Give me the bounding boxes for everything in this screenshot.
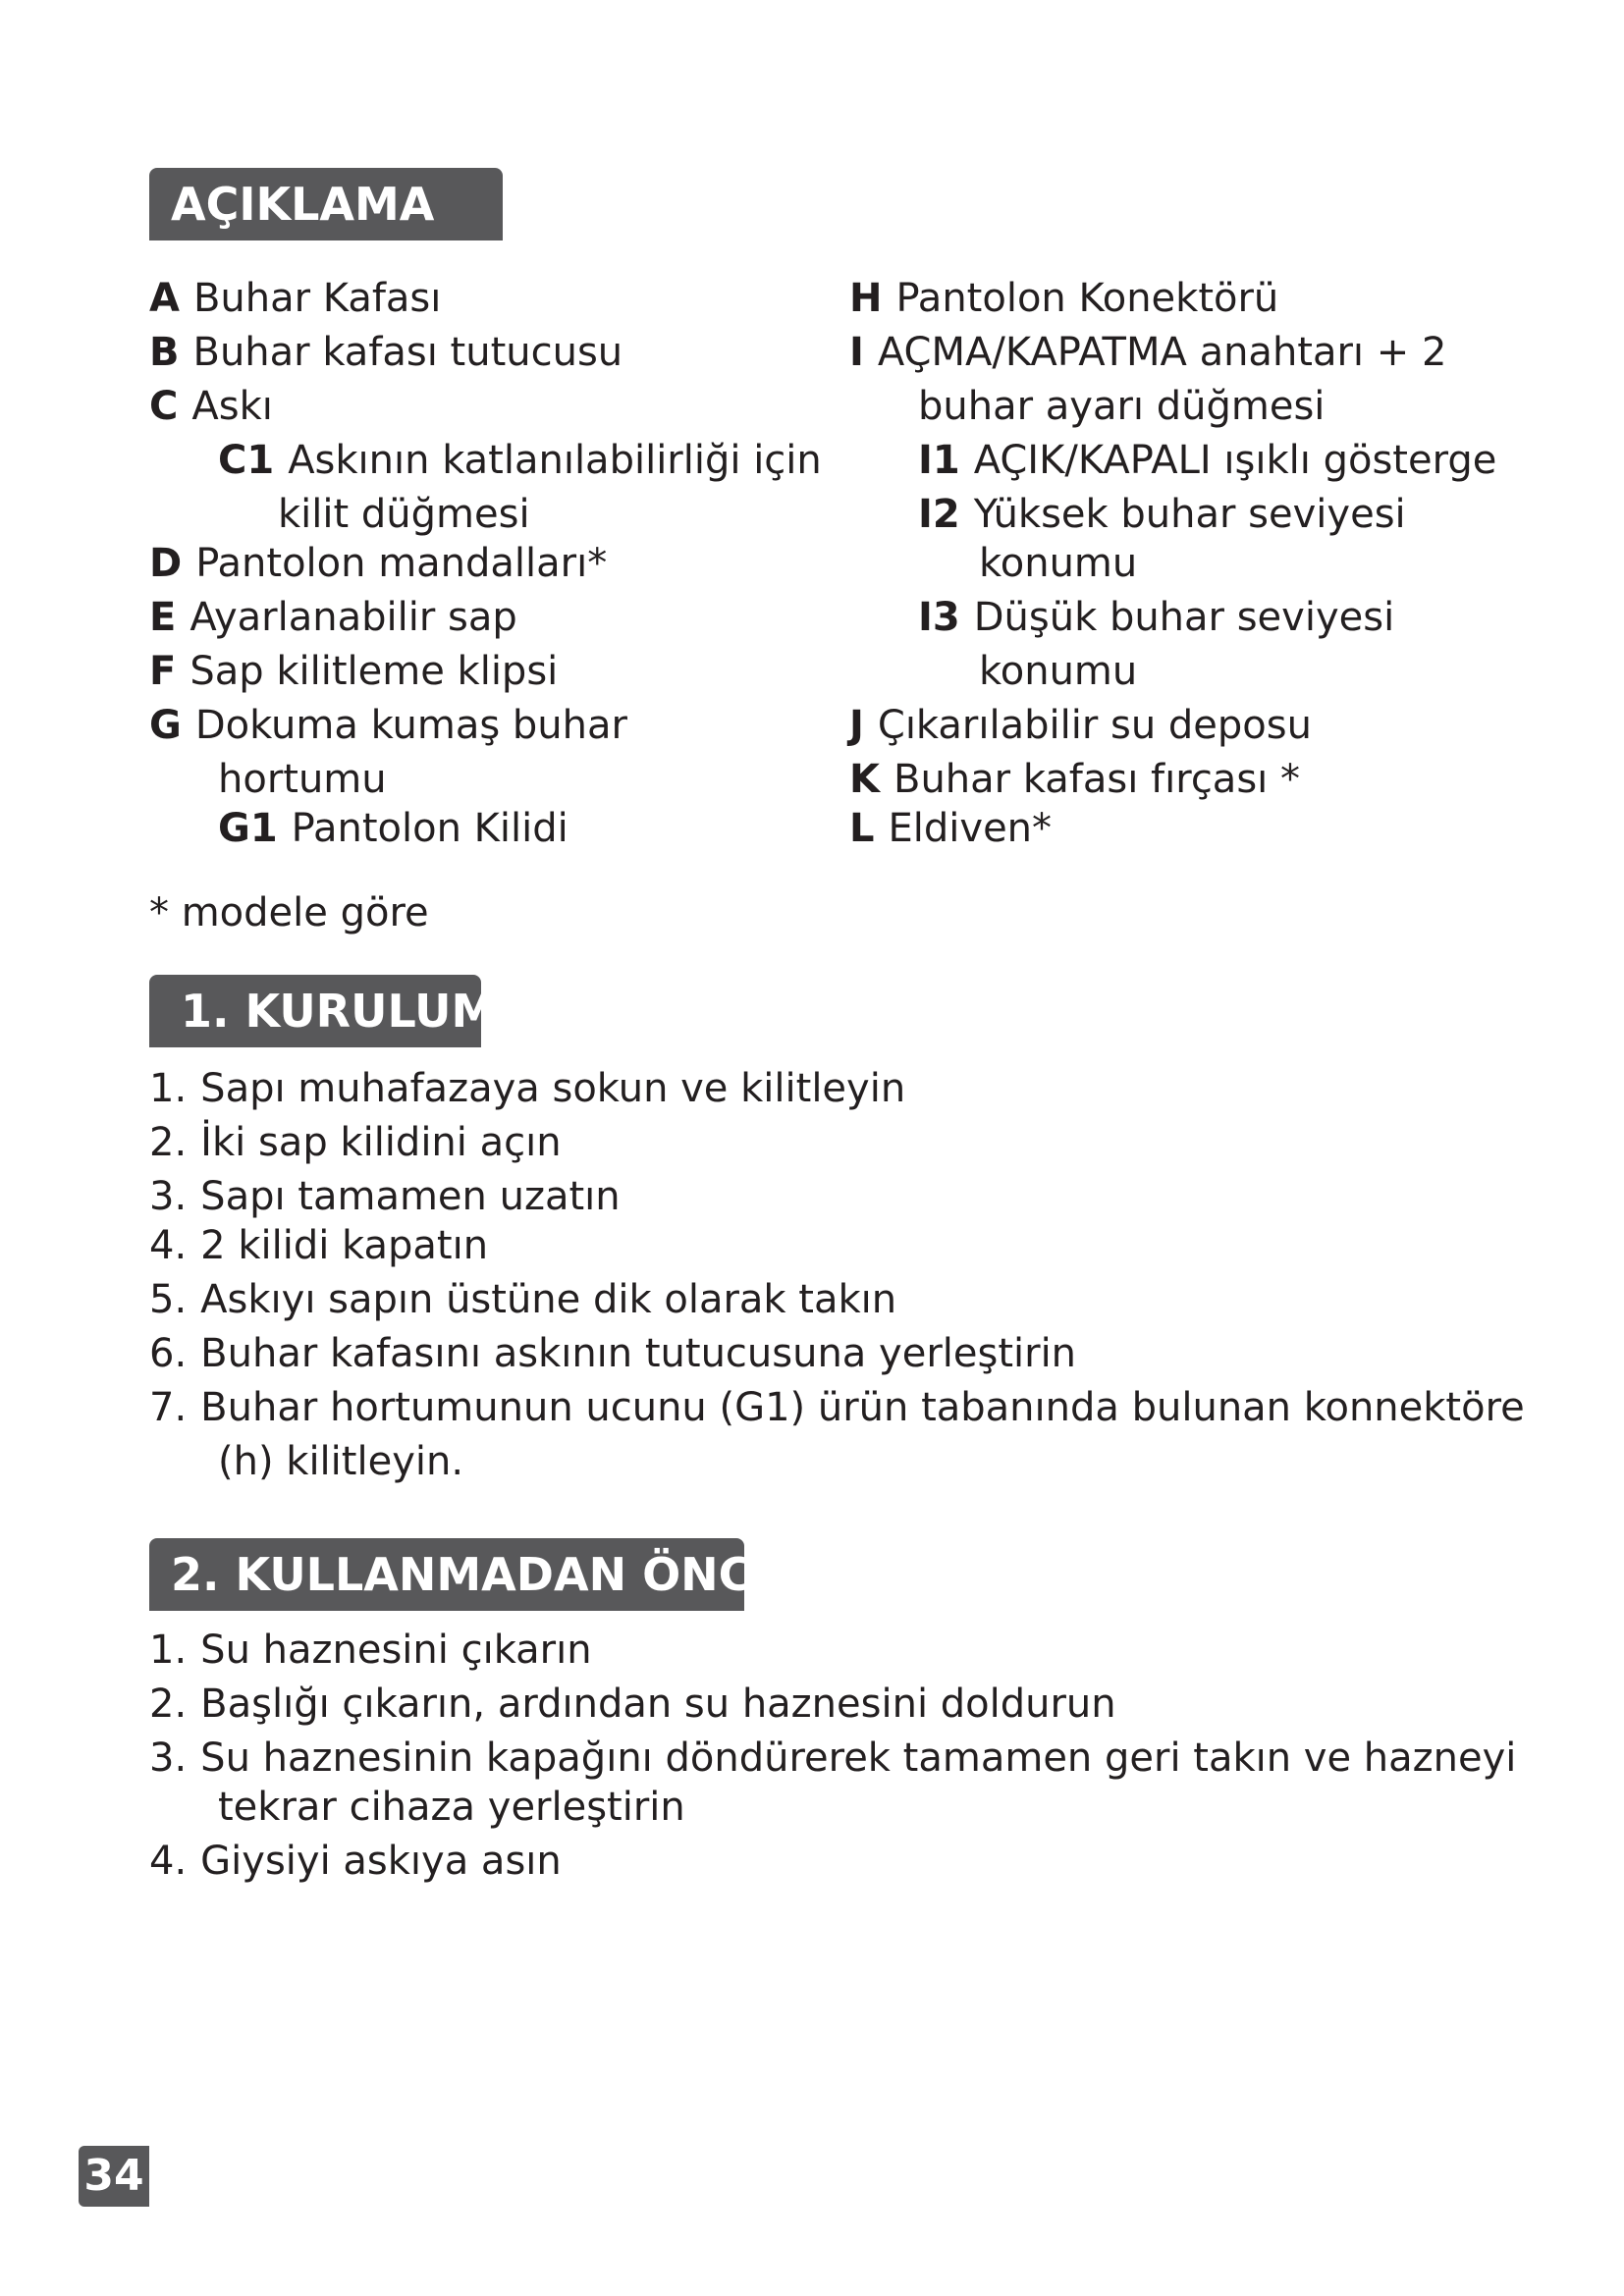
- item-label: J: [849, 703, 864, 748]
- item-continuation: buhar ayarı düğmesi: [918, 384, 1326, 429]
- item-label: H: [849, 276, 883, 321]
- item-label: L: [849, 806, 875, 851]
- item-label: C: [149, 384, 179, 429]
- step-number: 7.: [149, 1385, 188, 1430]
- step-text: Sapı tamamen uzatın: [200, 1174, 621, 1219]
- list-item: [849, 805, 1052, 852]
- item-text: Yüksek buhar seviyesi: [973, 492, 1406, 537]
- list-item: [918, 594, 1394, 641]
- step-text: İki sap kilidini açın: [200, 1120, 562, 1165]
- item-text: Askının katlanılabilirliği için: [288, 438, 822, 483]
- list-item: [218, 805, 568, 852]
- section-heading-setup: 1. KURULUM: [149, 975, 481, 1047]
- before-use-step: [149, 1681, 1116, 1728]
- item-text: Ayarlanabilir sap: [189, 595, 517, 640]
- page-number: 34: [79, 2146, 149, 2207]
- step-number: 2.: [149, 1120, 188, 1165]
- list-item: [149, 594, 517, 641]
- footnote: * modele göre: [149, 890, 429, 935]
- item-label: B: [149, 330, 180, 375]
- before-use-step: [149, 1735, 1516, 1782]
- item-text: Dokuma kumaş buhar: [194, 703, 627, 748]
- list-item: [849, 702, 1312, 749]
- item-label: I3: [918, 595, 960, 640]
- list-item: [218, 437, 822, 484]
- item-continuation: konumu: [979, 541, 1138, 586]
- item-label: I: [849, 330, 864, 375]
- list-item: [149, 648, 558, 695]
- before-use-step: [149, 1627, 592, 1674]
- item-label: G1: [218, 806, 278, 851]
- setup-step: [149, 1119, 562, 1166]
- step-number: 1.: [149, 1066, 188, 1111]
- list-item: [149, 702, 627, 749]
- setup-step: [149, 1065, 905, 1112]
- step-number: 1.: [149, 1628, 188, 1673]
- step-number: 4.: [149, 1223, 188, 1268]
- setup-step: [149, 1330, 1076, 1377]
- list-item: [149, 383, 273, 430]
- list-item: [149, 540, 607, 587]
- step-continuation: tekrar cihaza yerleştirin: [218, 1785, 685, 1830]
- setup-step: [149, 1173, 621, 1220]
- list-item: [849, 756, 1300, 803]
- item-text: Pantolon mandalları*: [195, 541, 608, 586]
- step-number: 2.: [149, 1682, 188, 1727]
- step-text: Askıyı sapın üstüne dik olarak takın: [200, 1277, 897, 1322]
- setup-step: [149, 1222, 488, 1269]
- item-continuation: hortumu: [218, 757, 387, 802]
- setup-step: [149, 1384, 1525, 1431]
- item-text: Sap kilitleme klipsi: [189, 649, 559, 694]
- step-text: Buhar hortumunun ucunu (G1) ürün tabanında bulunan konnektöre: [200, 1385, 1525, 1430]
- list-item: [849, 329, 1446, 376]
- item-label: D: [149, 541, 183, 586]
- step-number: 4.: [149, 1839, 188, 1884]
- item-text: Buhar kafası fırçası *: [893, 757, 1300, 802]
- item-text: Çıkarılabilir su deposu: [877, 703, 1312, 748]
- section-heading-description: AÇIKLAMA: [149, 168, 503, 240]
- step-continuation: (h) kilitleyin.: [218, 1439, 464, 1484]
- step-number: 3.: [149, 1735, 188, 1781]
- step-number: 6.: [149, 1331, 188, 1376]
- step-number: 3.: [149, 1174, 188, 1219]
- item-text: AÇIK/KAPALI ışıklı gösterge: [973, 438, 1497, 483]
- item-label: I2: [918, 492, 960, 537]
- item-label: K: [849, 757, 880, 802]
- list-item: [149, 329, 623, 376]
- item-text: Pantolon Kilidi: [291, 806, 568, 851]
- item-continuation: kilit düğmesi: [278, 492, 530, 537]
- step-text: 2 kilidi kapatın: [200, 1223, 489, 1268]
- item-text: Buhar Kafası: [192, 276, 442, 321]
- item-continuation: konumu: [979, 649, 1138, 694]
- step-text: Sapı muhafazaya sokun ve kilitleyin: [200, 1066, 906, 1111]
- setup-step: [149, 1276, 896, 1323]
- item-text: Düşük buhar seviyesi: [973, 595, 1395, 640]
- item-text: Pantolon Konektörü: [895, 276, 1279, 321]
- step-text: Su haznesinin kapağını döndürerek tamamen geri takın ve hazneyi: [200, 1735, 1517, 1781]
- before-use-step: [149, 1838, 562, 1885]
- step-text: Giysiyi askıya asın: [200, 1839, 562, 1884]
- item-text: AÇMA/KAPATMA anahtarı + 2: [877, 330, 1447, 375]
- step-text: Başlığı çıkarın, ardından su haznesini doldurun: [200, 1682, 1116, 1727]
- item-text: Eldiven*: [888, 806, 1053, 851]
- step-text: Su haznesini çıkarın: [200, 1628, 592, 1673]
- step-text: Buhar kafasını askının tutucusuna yerleştirin: [200, 1331, 1077, 1376]
- list-item: [149, 275, 441, 322]
- list-item: [849, 275, 1278, 322]
- item-label: A: [149, 276, 180, 321]
- item-label: F: [149, 649, 177, 694]
- item-label: C1: [218, 438, 275, 483]
- item-label: I1: [918, 438, 960, 483]
- section-heading-before-use: 2. KULLANMADAN ÖNCE: [149, 1538, 744, 1611]
- item-label: E: [149, 595, 177, 640]
- list-item: [918, 437, 1496, 484]
- step-number: 5.: [149, 1277, 188, 1322]
- item-text: Askı: [191, 384, 273, 429]
- list-item: [918, 491, 1406, 538]
- item-text: Buhar kafası tutucusu: [192, 330, 623, 375]
- item-label: G: [149, 703, 182, 748]
